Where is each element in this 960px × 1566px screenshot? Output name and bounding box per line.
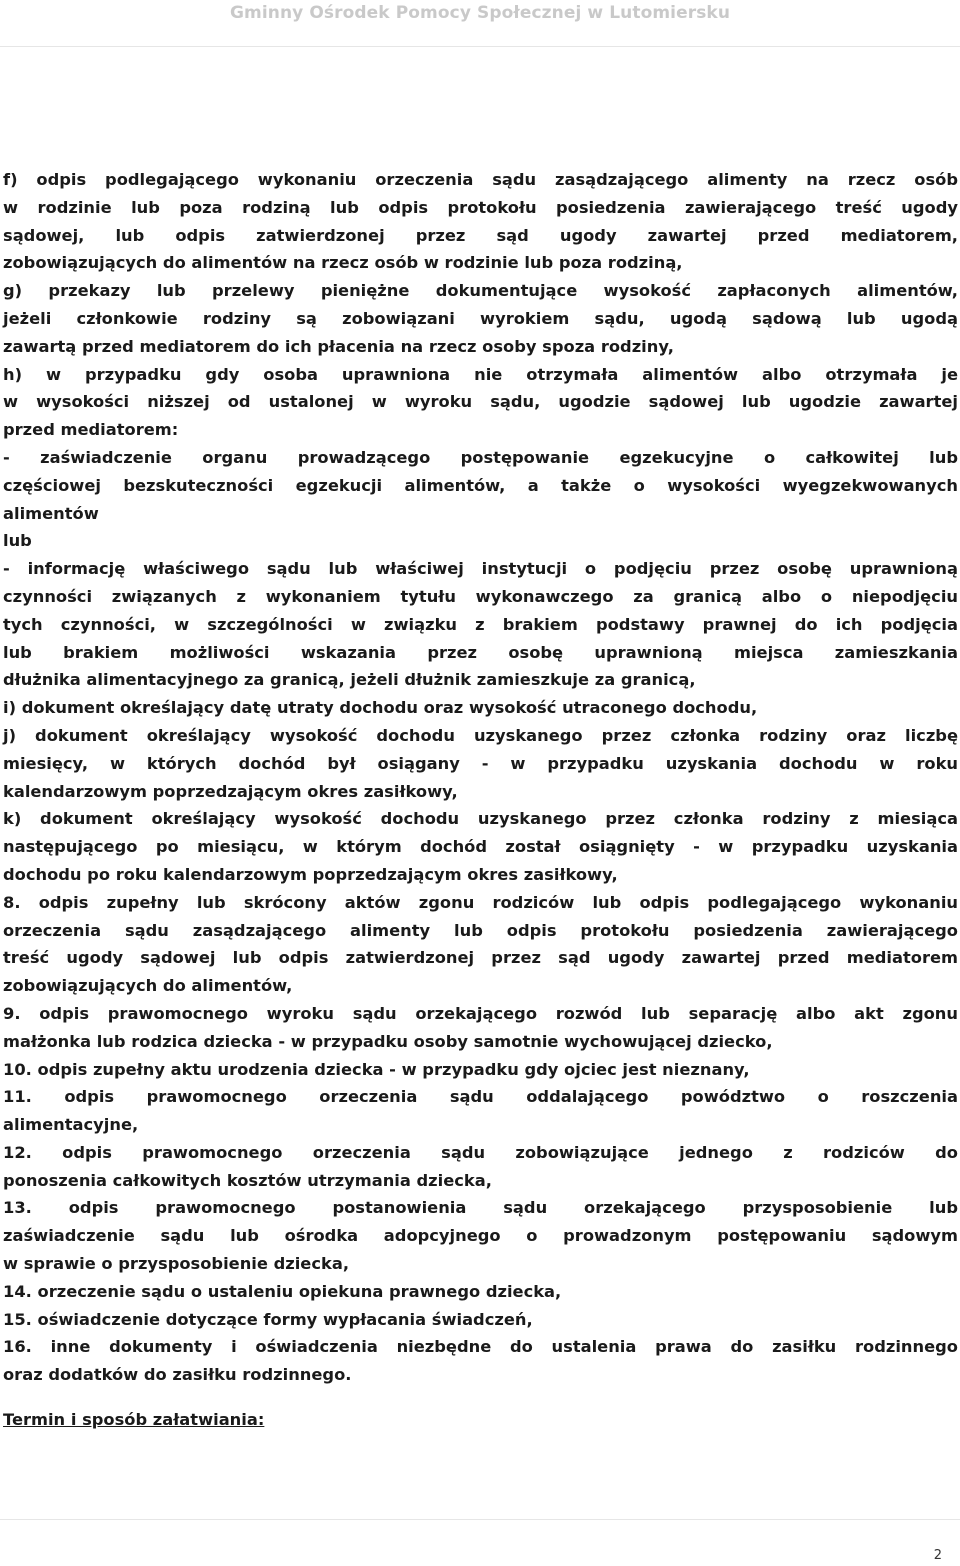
text-line: k) dokument określający wysokość dochodu uzyskanego przez członka rodziny z miesiąca [3,809,958,829]
text-line: lub brakiem możliwości wskazania przez osobę uprawnioną miejsca zamieszkania [3,642,958,662]
text-line: orzeczenia sądu zasądzającego alimenty lub odpis protokołu posiedzenia zawierającego [3,920,958,940]
text-line: - zaświadczenie organu prowadzącego postępowanie egzekucyjne o całkowitej lub [3,447,958,467]
section-heading: Termin i sposób załatwiania: [3,1410,265,1429]
text-line: lub [3,531,32,551]
page-header [0,0,960,47]
text-line: treść ugody sądowej lub odpis zatwierdzonej przez sąd ugody zawartej przed mediatorem [3,948,958,968]
text-line: oraz dodatków do zasiłku rodzinnego. [3,1365,352,1385]
text-line: zawartą przed mediatorem do ich płacenia na rzecz osoby spoza rodziny, [3,336,674,356]
text-line: tych czynności, w szczególności w związku z brakiem podstawy prawnej do ich podjęcia [3,614,958,634]
text-line: sądowej, lub odpis zatwierdzonej przez sąd ugody zawartej przed mediatorem, [3,225,958,245]
text-line: g) przekazy lub przelewy pieniężne dokumentujące wysokość zapłaconych alimentów, [3,281,958,301]
text-line: w wysokości niższej od ustalonej w wyroku sądu, ugodzie sądowej lub ugodzie zawartej [3,392,958,412]
text-line: 16. inne dokumenty i oświadczenia niezbędne do ustalenia prawa do zasiłku rodzinnego [3,1337,958,1357]
text-line: zobowiązujących do alimentów, [3,976,293,996]
text-line: jeżeli członkowie rodziny są zobowiązani wyrokiem sądu, ugodą sądową lub ugodą [3,308,958,328]
text-line: miesięcy, w których dochód był osiągany - w przypadku uzyskania dochodu w roku [3,753,958,773]
text-line: alimentów [3,503,99,523]
text-line: czynności związanych z wykonaniem tytułu wykonawczego za granicą albo o niepodjęciu [3,586,958,606]
text-line: zaświadczenie sądu lub ośrodka adopcyjnego o prowadzonym postępowaniu sądowym [3,1226,958,1246]
text-line: kalendarzowym poprzedzającym okres zasiłkowy, [3,781,458,801]
document-body [3,166,958,1389]
text-line: dochodu po roku kalendarzowym poprzedzającym okres zasiłkowy, [3,864,618,884]
text-line: 9. odpis prawomocnego wyroku sądu orzekającego rozwód lub separację albo akt zgonu [3,1003,958,1023]
text-line: 11. odpis prawomocnego orzeczenia sądu oddalającego powództwo o roszczenia [3,1087,958,1107]
text-line: h) w przypadku gdy osoba uprawniona nie otrzymała alimentów albo otrzymała je [3,364,958,384]
text-line: małżonka lub rodzica dziecka - w przypadku osoby samotnie wychowującej dziecko, [3,1031,773,1051]
text-line: f) odpis podlegającego wykonaniu orzeczenia sądu zasądzającego alimenty na rzecz osób [3,170,958,189]
text-line: 13. odpis prawomocnego postanowienia sądu orzekającego przysposobienie lub [3,1198,958,1218]
text-line: 12. odpis prawomocnego orzeczenia sądu zobowiązujące jednego z rodziców do [3,1142,958,1162]
text-line: 10. odpis zupełny aktu urodzenia dziecka - w przypadku gdy ojciec jest nieznany, [3,1059,750,1079]
text-line: ponoszenia całkowitych kosztów utrzymania dziecka, [3,1170,492,1190]
text-line: i) dokument określający datę utraty dochodu oraz wysokość utraconego dochodu, [3,698,758,718]
text-line: przed mediatorem: [3,420,179,440]
text-line: w sprawie o przysposobienie dziecka, [3,1254,350,1274]
text-line: j) dokument określający wysokość dochodu uzyskanego przez członka rodziny oraz liczbę [3,725,958,745]
text-line: zobowiązujących do alimentów na rzecz osób w rodzinie lub poza rodziną, [3,253,683,273]
header-title: Gminny Ośrodek Pomocy Społecznej w Lutomiersku [229,3,731,23]
text-line: dłużnika alimentacyjnego za granicą, jeżeli dłużnik zamieszkuje za granicą, [3,670,696,690]
page-number: 2 [933,1548,942,1563]
text-line: częściowej bezskuteczności egzekucji alimentów, a także o wysokości wyegzekwowanych [3,475,958,495]
text-line: - informację właściwego sądu lub właściwej instytucji o podjęciu przez osobę uprawnioną [3,559,958,579]
text-line: 15. oświadczenie dotyczące formy wypłacania świadczeń, [3,1309,533,1329]
text-line: następującego po miesiącu, w którym dochód został osiągnięty - w przypadku uzyskania [3,837,958,857]
text-line: alimentacyjne, [3,1115,139,1135]
text-line: 14. orzeczenie sądu o ustaleniu opiekuna prawnego dziecka, [3,1281,562,1301]
text-line: w rodzinie lub poza rodziną lub odpis protokołu posiedzenia zawierającego treść ugody [3,197,958,217]
footer-divider [0,1519,960,1520]
text-line: 8. odpis zupełny lub skrócony aktów zgonu rodziców lub odpis podlegającego wykonaniu [3,892,958,912]
